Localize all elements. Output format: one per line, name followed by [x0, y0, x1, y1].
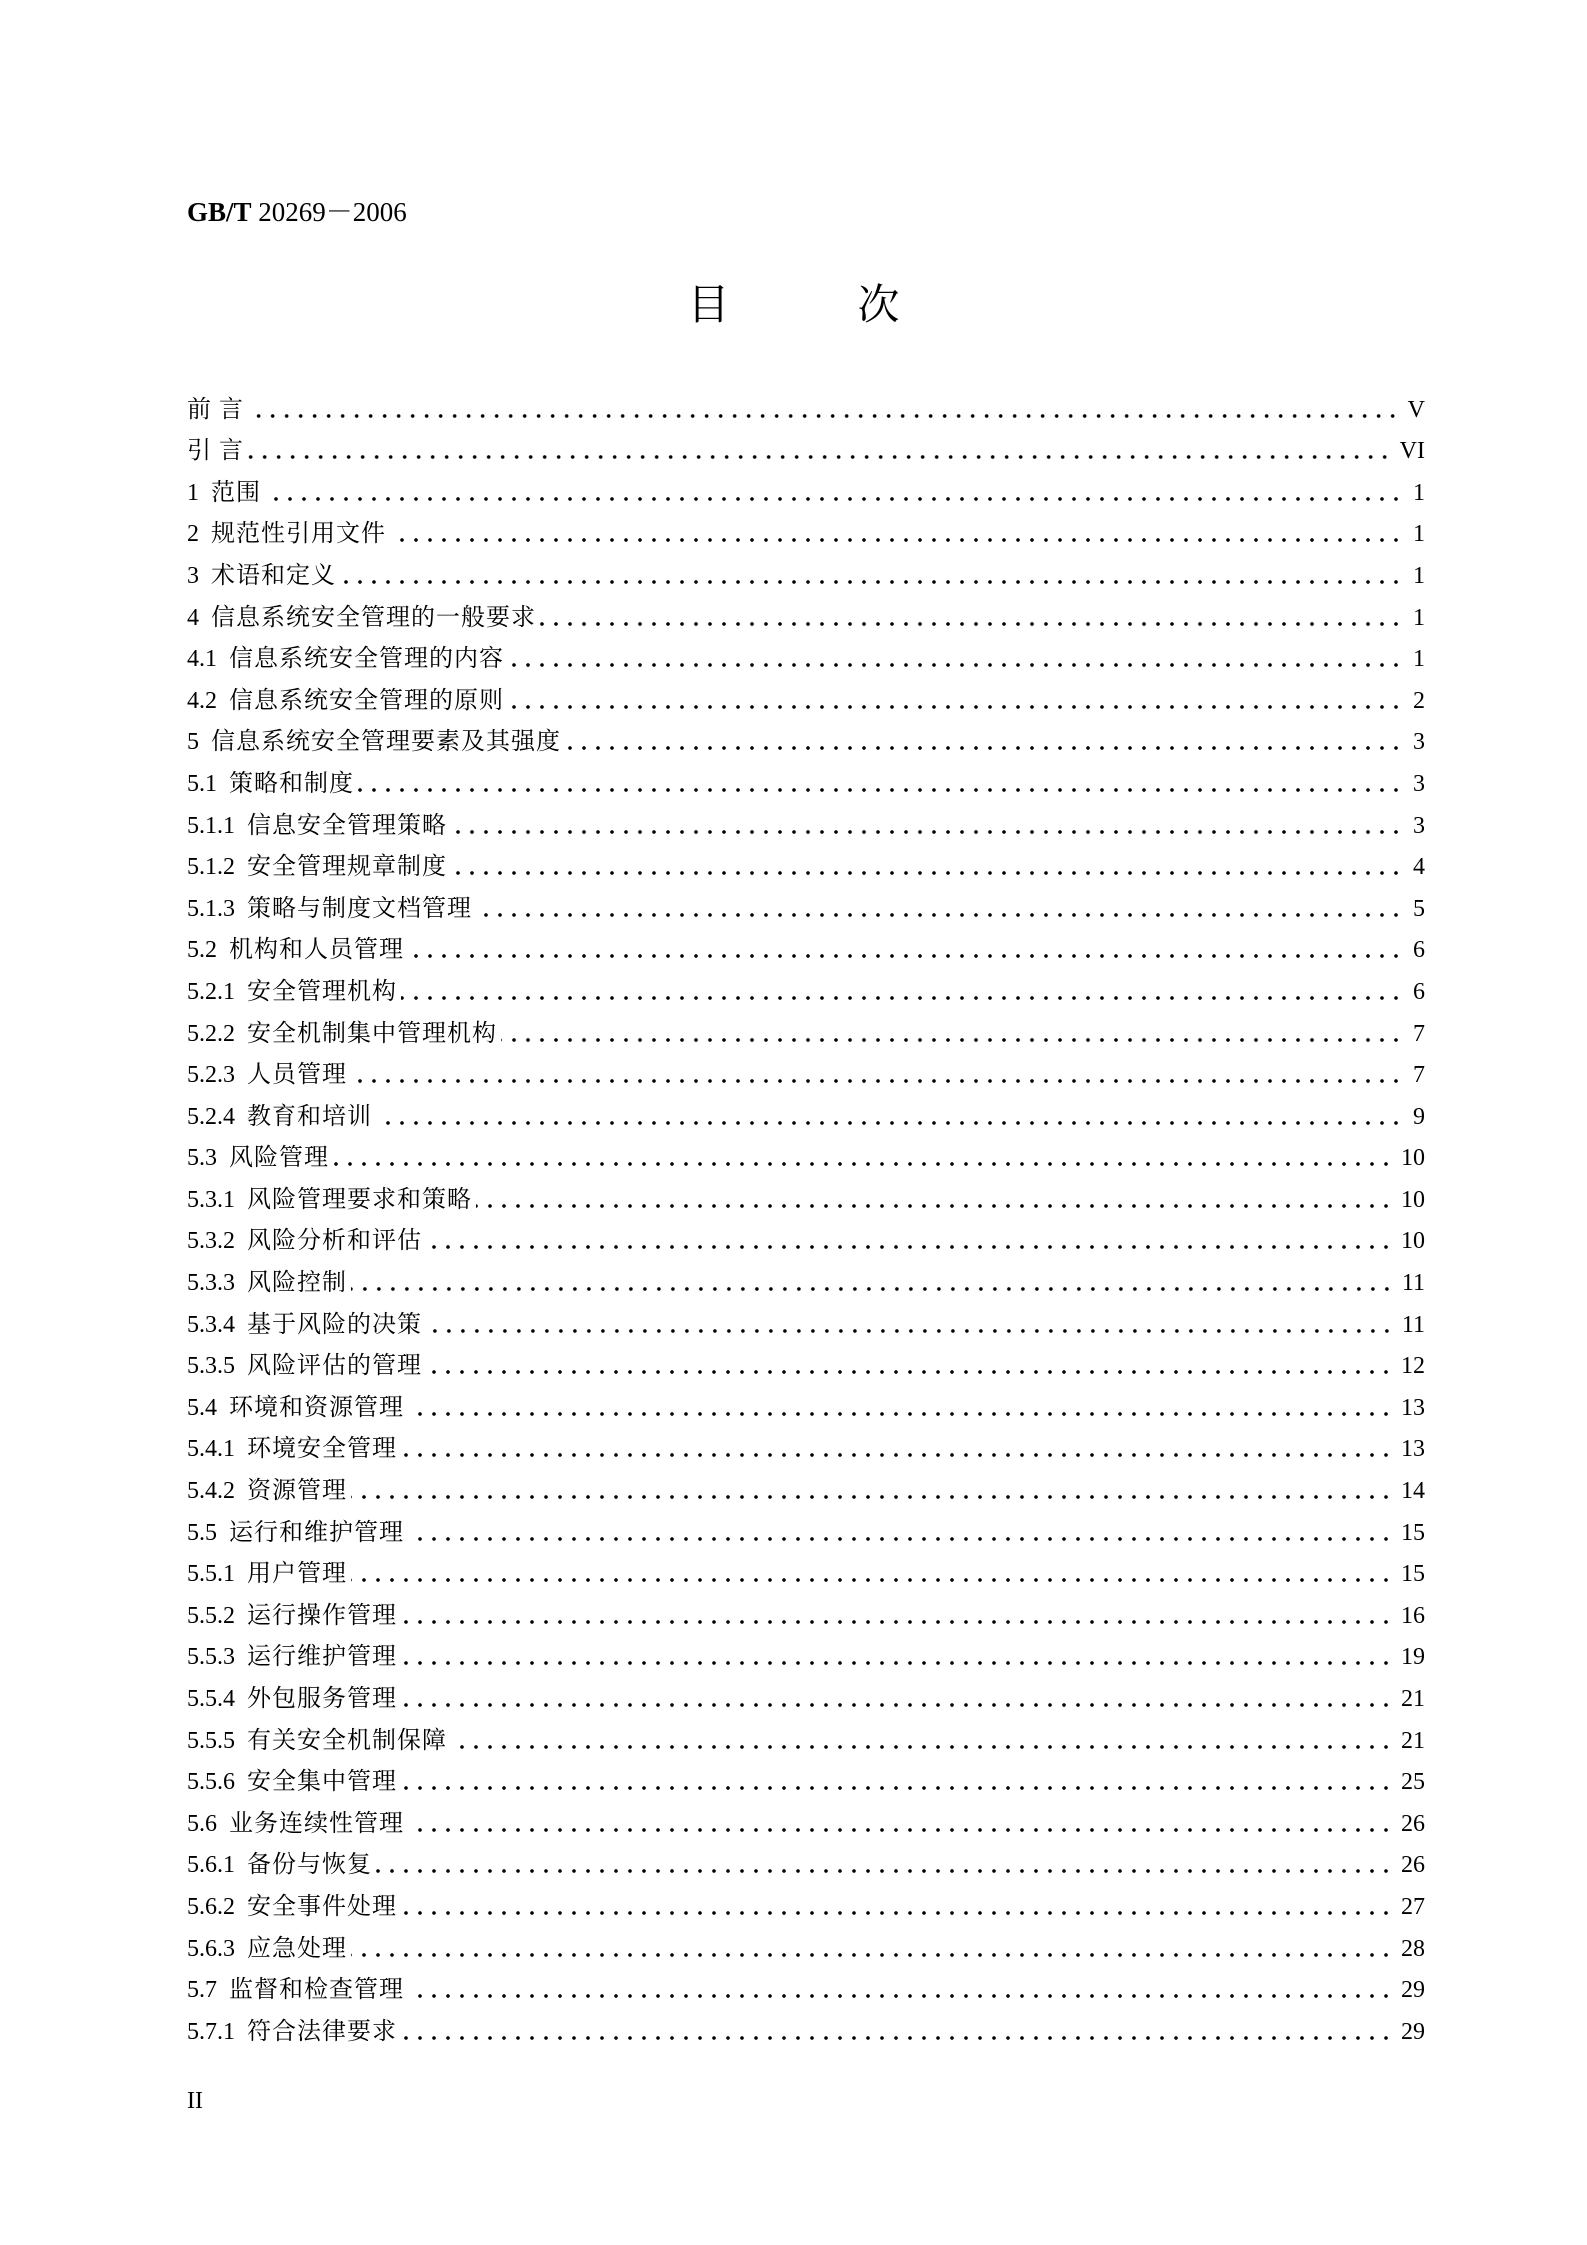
toc-entry[interactable]: [187, 1340, 1425, 1382]
toc-entry-page: 6: [1413, 978, 1425, 1005]
toc-entry[interactable]: [187, 1132, 1425, 1174]
toc-entry-label: 信息系统安全管理要素及其强度: [211, 729, 561, 756]
toc-entry-page: 26: [1401, 1852, 1425, 1879]
toc-entry-page: 3: [1413, 770, 1425, 797]
toc-entry-number: 5.7.1: [187, 2018, 235, 2045]
toc-entry[interactable]: [187, 1090, 1425, 1132]
toc-entry-page: V: [1407, 396, 1425, 423]
toc-entry[interactable]: [187, 1797, 1425, 1839]
toc-entry[interactable]: [187, 1880, 1425, 1922]
toc-entry[interactable]: [187, 882, 1425, 924]
toc-entry-label: 运行和维护管理: [229, 1519, 404, 1546]
toc-entry-label: 范围: [211, 479, 261, 506]
toc-entry-page: 27: [1401, 1893, 1425, 1920]
toc-entry[interactable]: [187, 1049, 1425, 1091]
toc-entry[interactable]: [187, 633, 1425, 675]
toc-entry-page: 13: [1401, 1436, 1425, 1463]
dot-leader: [508, 662, 1403, 668]
toc-entry[interactable]: [187, 466, 1425, 508]
toc-entry[interactable]: [187, 2005, 1425, 2047]
dot-leader: [426, 1369, 1393, 1375]
toc-entry-label: 引 言: [187, 438, 244, 465]
toc-entry-label: 应急处理: [247, 1935, 347, 1962]
toc-entry[interactable]: [187, 1423, 1425, 1465]
dot-leader: [451, 870, 1403, 876]
toc-entry-label: 信息安全管理策略: [247, 812, 447, 839]
dot-leader: [351, 1286, 1394, 1292]
toc-entry-number: 4.1: [187, 646, 217, 673]
toc-entry-label: 信息系统安全管理的一般要求: [211, 604, 536, 631]
toc-entry-page: 21: [1401, 1686, 1425, 1712]
dot-leader: [340, 579, 1403, 585]
toc-entry-number: 5.3.1: [187, 1186, 235, 1213]
toc-entry-page: 25: [1401, 1769, 1425, 1796]
dot-leader: [540, 621, 1403, 627]
toc-entry-page: 10: [1401, 1228, 1425, 1255]
toc-entry[interactable]: [187, 1506, 1425, 1548]
toc-entry-page: 3: [1413, 812, 1425, 839]
toc-entry-number: 5.3.5: [187, 1353, 235, 1380]
dot-leader: [408, 953, 1403, 959]
dot-leader: [351, 1494, 1393, 1500]
dot-leader: [501, 1037, 1403, 1043]
toc-entry-label: 环境和资源管理: [229, 1394, 404, 1421]
toc-entry-label: 教育和培训: [247, 1103, 372, 1130]
toc-entry-number: 5.3.4: [187, 1311, 235, 1338]
dot-leader: [451, 829, 1403, 835]
toc-entry-number: 4.2: [187, 687, 217, 714]
toc-entry-label: 基于风险的决策: [247, 1311, 422, 1338]
toc-entry-number: 5.5.1: [187, 1561, 235, 1588]
toc-entry-page: 29: [1401, 1977, 1425, 2004]
toc-entry-label: 风险分析和评估: [247, 1228, 422, 1255]
toc-entry-number: 1: [187, 479, 199, 506]
toc-entry-number: 5.1: [187, 770, 217, 797]
toc-entry-page: 6: [1413, 937, 1425, 964]
dot-leader: [401, 995, 1403, 1001]
dot-leader: [351, 1577, 1393, 1583]
dot-leader: [401, 1619, 1393, 1625]
title-char-1: 目: [687, 280, 730, 329]
toc-entry-number: 5.3: [187, 1145, 217, 1172]
dot-leader: [401, 1785, 1393, 1791]
dot-leader: [408, 1536, 1393, 1542]
dot-leader: [451, 1744, 1393, 1750]
toc-entry-page: 1: [1413, 604, 1425, 631]
toc-entry-label: 机构和人员管理: [229, 937, 404, 964]
toc-entry-page: 13: [1401, 1394, 1425, 1421]
toc-entry-number: 5.5.4: [187, 1686, 235, 1712]
toc-entry-number: 4: [187, 604, 199, 631]
toc-entry[interactable]: [187, 1756, 1425, 1798]
toc-entry-page: 10: [1401, 1145, 1425, 1172]
toc-entry-number: 5.4: [187, 1394, 217, 1421]
toc-entry[interactable]: [187, 924, 1425, 966]
toc-entry[interactable]: [187, 674, 1425, 716]
toc-entry[interactable]: [187, 1173, 1425, 1215]
toc-entry-label: 安全管理机构: [247, 978, 397, 1005]
toc-entry-label: 有关安全机制保障: [247, 1727, 447, 1754]
dot-leader: [426, 1328, 1394, 1334]
title-char-2: 次: [857, 280, 900, 329]
toc-entry[interactable]: [187, 1007, 1425, 1049]
page-number-footer: II: [187, 2088, 203, 2114]
toc-entry-number: 5.1.1: [187, 812, 235, 839]
dot-leader: [401, 1702, 1393, 1708]
toc-entry-label: 风险控制: [247, 1270, 347, 1297]
toc-entry[interactable]: [187, 1298, 1425, 1340]
standard-number-header: [187, 190, 407, 229]
toc-entry-number: 5.5.2: [187, 1602, 235, 1629]
dot-leader: [401, 1910, 1393, 1916]
dot-leader: [401, 1660, 1393, 1666]
toc-entry-label: 风险评估的管理: [247, 1353, 422, 1380]
toc-entry-page: 15: [1401, 1561, 1425, 1588]
dot-leader: [265, 496, 1403, 502]
dot-leader: [351, 1952, 1393, 1958]
toc-entry-number: 5.6.1: [187, 1852, 235, 1879]
toc-entry-page: 29: [1401, 2018, 1425, 2045]
toc-entry-page: 11: [1401, 1311, 1425, 1338]
toc-entry-number: 5.4.2: [187, 1478, 235, 1505]
toc-entry[interactable]: [187, 1839, 1425, 1881]
toc-entry[interactable]: [187, 383, 1425, 425]
dot-leader: [390, 537, 1403, 543]
toc-entry-number: 5.5.5: [187, 1727, 235, 1754]
toc-entry[interactable]: [187, 965, 1425, 1007]
page-title: [0, 272, 1587, 332]
toc-entry[interactable]: [187, 1381, 1425, 1423]
toc-entry-page: 26: [1401, 1810, 1425, 1837]
toc-entry-label: 资源管理: [247, 1478, 347, 1505]
dot-leader: [508, 704, 1403, 710]
toc-entry-label: 安全事件处理: [247, 1893, 397, 1920]
toc-entry[interactable]: [187, 1714, 1425, 1756]
toc-entry-page: 1: [1413, 521, 1425, 548]
toc-entry[interactable]: [187, 799, 1425, 841]
toc-entry-page: 21: [1401, 1727, 1425, 1754]
toc-entry-number: 5.4.1: [187, 1436, 235, 1463]
dot-leader: [426, 1244, 1393, 1250]
toc-entry-page: 1: [1413, 479, 1425, 506]
toc-entry[interactable]: [187, 549, 1425, 591]
toc-entry-label: 备份与恢复: [247, 1852, 372, 1879]
toc-entry-number: 5.2.1: [187, 978, 235, 1005]
toc-entry-page: 11: [1401, 1270, 1425, 1297]
toc-entry-page: 3: [1413, 729, 1425, 756]
toc-entry-label: 业务连续性管理: [229, 1810, 404, 1837]
toc-entry-number: 5.7: [187, 1977, 217, 2004]
toc-entry-number: 5.5: [187, 1519, 217, 1546]
toc-entry[interactable]: [187, 716, 1425, 758]
toc-entry-label: 术语和定义: [211, 562, 336, 589]
toc-entry-page: 16: [1401, 1602, 1425, 1629]
dot-leader: [248, 413, 1400, 419]
toc-entry[interactable]: [187, 1548, 1425, 1590]
dot-leader: [333, 1161, 1393, 1167]
dot-leader: [358, 787, 1403, 793]
toc-entry-number: 2: [187, 521, 199, 548]
toc-entry-label: 运行维护管理: [247, 1644, 397, 1671]
dot-leader: [408, 1827, 1393, 1833]
toc-entry[interactable]: [187, 591, 1425, 633]
dot-leader: [476, 1203, 1393, 1209]
standard-number: 20269－2006: [258, 197, 407, 227]
toc-entry-page: 7: [1413, 1020, 1425, 1047]
toc-entry-page: 2: [1413, 687, 1425, 714]
toc-entry-label: 安全机制集中管理机构: [247, 1020, 497, 1047]
toc-entry-label: 用户管理: [247, 1561, 347, 1588]
toc-entry-page: 1: [1413, 562, 1425, 589]
toc-entry[interactable]: [187, 1215, 1425, 1257]
standard-prefix: GB/T: [187, 197, 252, 227]
toc-entry-number: 3: [187, 562, 199, 589]
toc-entry[interactable]: [187, 841, 1425, 883]
toc-entry-number: 5.5.6: [187, 1769, 235, 1796]
dot-leader: [401, 1452, 1393, 1458]
toc-entry-number: 5.2: [187, 937, 217, 964]
toc-entry-number: 5.5.3: [187, 1644, 235, 1671]
toc-entry-page: 1: [1413, 646, 1425, 673]
dot-leader: [565, 745, 1403, 751]
toc-entry[interactable]: [187, 1631, 1425, 1673]
toc-entry-number: 5.3.2: [187, 1228, 235, 1255]
toc-entry-page: 15: [1401, 1519, 1425, 1546]
toc-entry-label: 风险管理要求和策略: [247, 1186, 472, 1213]
toc-entry-label: 信息系统安全管理的内容: [229, 646, 504, 673]
toc-entry-page: 28: [1401, 1935, 1425, 1962]
toc-entry-label: 运行操作管理: [247, 1602, 397, 1629]
toc-entry[interactable]: [187, 1672, 1425, 1714]
toc-entry-number: 5.2.4: [187, 1103, 235, 1130]
toc-entry-label: 外包服务管理: [247, 1686, 397, 1712]
toc-entry-page: 7: [1413, 1062, 1425, 1089]
toc-entry-label: 符合法律要求: [247, 2018, 397, 2045]
toc-entry[interactable]: [187, 1922, 1425, 1964]
dot-leader: [401, 2035, 1393, 2041]
toc-entry-number: 5.6.2: [187, 1893, 235, 1920]
toc-entry-label: 前 言: [187, 396, 244, 423]
dot-leader: [351, 1078, 1403, 1084]
toc-entry-number: 5.6: [187, 1810, 217, 1837]
toc-entry-label: 安全集中管理: [247, 1769, 397, 1796]
toc-entry-number: 5.2.2: [187, 1020, 235, 1047]
toc-entry-page: 10: [1401, 1186, 1425, 1213]
dot-leader: [408, 1993, 1393, 1999]
toc-entry-label: 策略和制度: [229, 770, 354, 797]
toc-entry-page: 9: [1413, 1103, 1425, 1130]
toc-entry-number: 5.1.3: [187, 895, 235, 922]
dot-leader: [376, 1120, 1403, 1126]
toc-entry-page: VI: [1399, 438, 1425, 465]
toc-entry[interactable]: [187, 1256, 1425, 1298]
toc-entry-page: 12: [1401, 1353, 1425, 1380]
dot-leader: [476, 912, 1403, 918]
toc-entry[interactable]: [187, 425, 1425, 467]
toc-entry-page: 19: [1401, 1644, 1425, 1671]
toc-entry-page: 5: [1413, 895, 1425, 922]
dot-leader: [376, 1868, 1393, 1874]
table-of-contents: [187, 383, 1425, 2047]
toc-entry-number: 5.1.2: [187, 854, 235, 881]
toc-entry-label: 安全管理规章制度: [247, 854, 447, 881]
toc-entry-label: 风险管理: [229, 1145, 329, 1172]
toc-entry-number: 5.2.3: [187, 1062, 235, 1089]
toc-entry-label: 信息系统安全管理的原则: [229, 687, 504, 714]
toc-entry-number: 5.6.3: [187, 1935, 235, 1962]
toc-entry-label: 策略与制度文档管理: [247, 895, 472, 922]
toc-entry[interactable]: [187, 1589, 1425, 1631]
toc-entry-label: 监督和检查管理: [229, 1977, 404, 2004]
toc-entry[interactable]: [187, 508, 1425, 550]
toc-entry-label: 人员管理: [247, 1062, 347, 1089]
toc-entry-page: 4: [1413, 854, 1425, 881]
toc-entry-number: 5.3.3: [187, 1270, 235, 1297]
toc-entry-number: 5: [187, 729, 199, 756]
toc-entry[interactable]: [187, 1464, 1425, 1506]
dot-leader: [408, 1411, 1393, 1417]
toc-entry-page: 14: [1401, 1478, 1425, 1505]
toc-entry-label: 规范性引用文件: [211, 521, 386, 548]
toc-entry-label: 环境安全管理: [247, 1436, 397, 1463]
toc-entry[interactable]: [187, 757, 1425, 799]
dot-leader: [248, 454, 1392, 460]
toc-entry[interactable]: [187, 1964, 1425, 2006]
